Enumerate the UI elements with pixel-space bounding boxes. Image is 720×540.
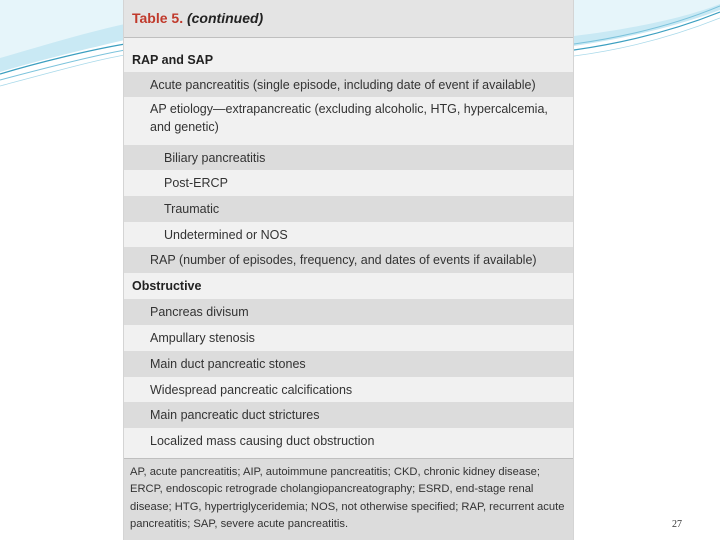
table-row: Post-ERCP xyxy=(124,170,573,196)
table-row: Ampullary stenosis xyxy=(124,325,573,351)
table-image xyxy=(123,0,574,540)
caption-label: Table 5. xyxy=(132,10,184,26)
table-row: Traumatic xyxy=(124,196,573,222)
section-heading-rap-sap: RAP and SAP xyxy=(124,38,573,72)
table-row: Pancreas divisum xyxy=(124,299,573,325)
table-row: Localized mass causing duct obstruction xyxy=(124,428,573,454)
caption-continued: (continued) xyxy=(186,10,264,26)
table-row: RAP (number of episodes, frequency, and dates of events if available) xyxy=(124,247,573,273)
table-row: Undetermined or NOS xyxy=(124,222,573,247)
table-caption xyxy=(124,0,573,38)
page-number: 27 xyxy=(672,519,682,530)
table-row: Acute pancreatitis (single episode, including date of event if available) xyxy=(124,72,573,97)
table-row: AP etiology—extrapancreatic (excluding alcoholic, HTG, hypercalcemia, and genetic) xyxy=(124,97,573,145)
section-heading-obstructive: Obstructive xyxy=(124,273,573,299)
table-row: Biliary pancreatitis xyxy=(124,145,573,170)
table-row: Main duct pancreatic stones xyxy=(124,351,573,377)
table-row: Widespread pancreatic calcifications xyxy=(124,377,573,402)
table-footnote: AP, acute pancreatitis; AIP, autoimmune pancreatitis; CKD, chronic kidney disease; ERCP, endoscopic retrograde cholangiopancreatography; ESRD, end-stage renal disease; HTG, hypertriglyceridemia; NOS, not otherwise specified; RAP, recurrent acute pancreatitis; SAP, severe acute pancreatitis. xyxy=(124,458,573,540)
table-row: Main pancreatic duct strictures xyxy=(124,402,573,428)
